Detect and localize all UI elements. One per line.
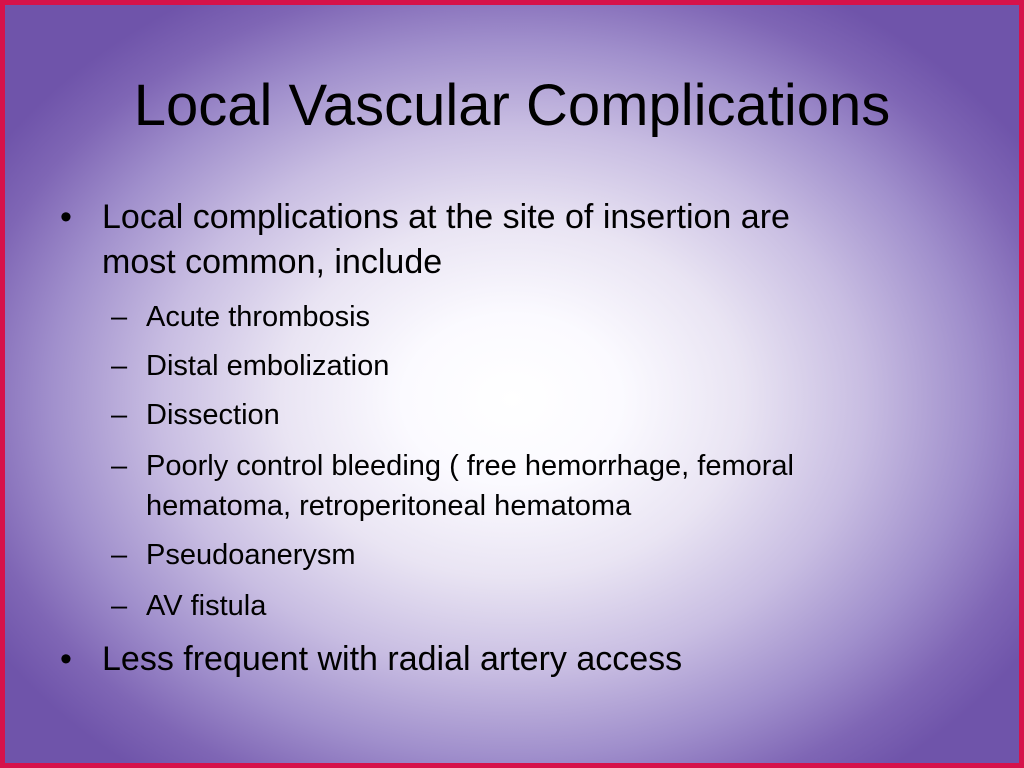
- sub-text-line: Pseudoanerysm: [146, 539, 356, 571]
- sub-text-line: hematoma, retroperitoneal hematoma: [146, 490, 632, 522]
- bullet-text-line: Local complications at the site of insertion are: [102, 198, 790, 236]
- bullet-item: [60, 637, 960, 681]
- sub-item: [111, 297, 911, 337]
- bullet-marker: •: [60, 640, 72, 678]
- sub-marker: –: [111, 450, 128, 482]
- sub-text-line: Poorly control bleeding ( free hemorrhage, femoral: [146, 450, 794, 482]
- bullet-text-line: most common, include: [102, 243, 443, 281]
- bullet-marker: •: [60, 198, 72, 236]
- sub-item: [111, 586, 911, 626]
- slide-content: [5, 5, 1019, 763]
- sub-marker: –: [111, 590, 128, 622]
- sub-item: [111, 446, 931, 526]
- bullet-text-line: Less frequent with radial artery access: [102, 640, 683, 678]
- sub-marker: –: [111, 301, 128, 333]
- sub-marker: –: [111, 539, 128, 571]
- bullet-item: [60, 195, 960, 285]
- sub-marker: –: [111, 399, 128, 431]
- slide-title: Local Vascular Complications: [133, 73, 891, 138]
- sub-text-line: Distal embolization: [146, 350, 390, 382]
- sub-text-line: Acute thrombosis: [146, 301, 371, 333]
- sub-marker: –: [111, 350, 128, 382]
- sub-text-line: Dissection: [146, 399, 280, 431]
- sub-text-line: AV fistula: [146, 590, 267, 622]
- sub-item: [111, 535, 911, 575]
- sub-item: [111, 395, 911, 435]
- sub-item: [111, 346, 911, 386]
